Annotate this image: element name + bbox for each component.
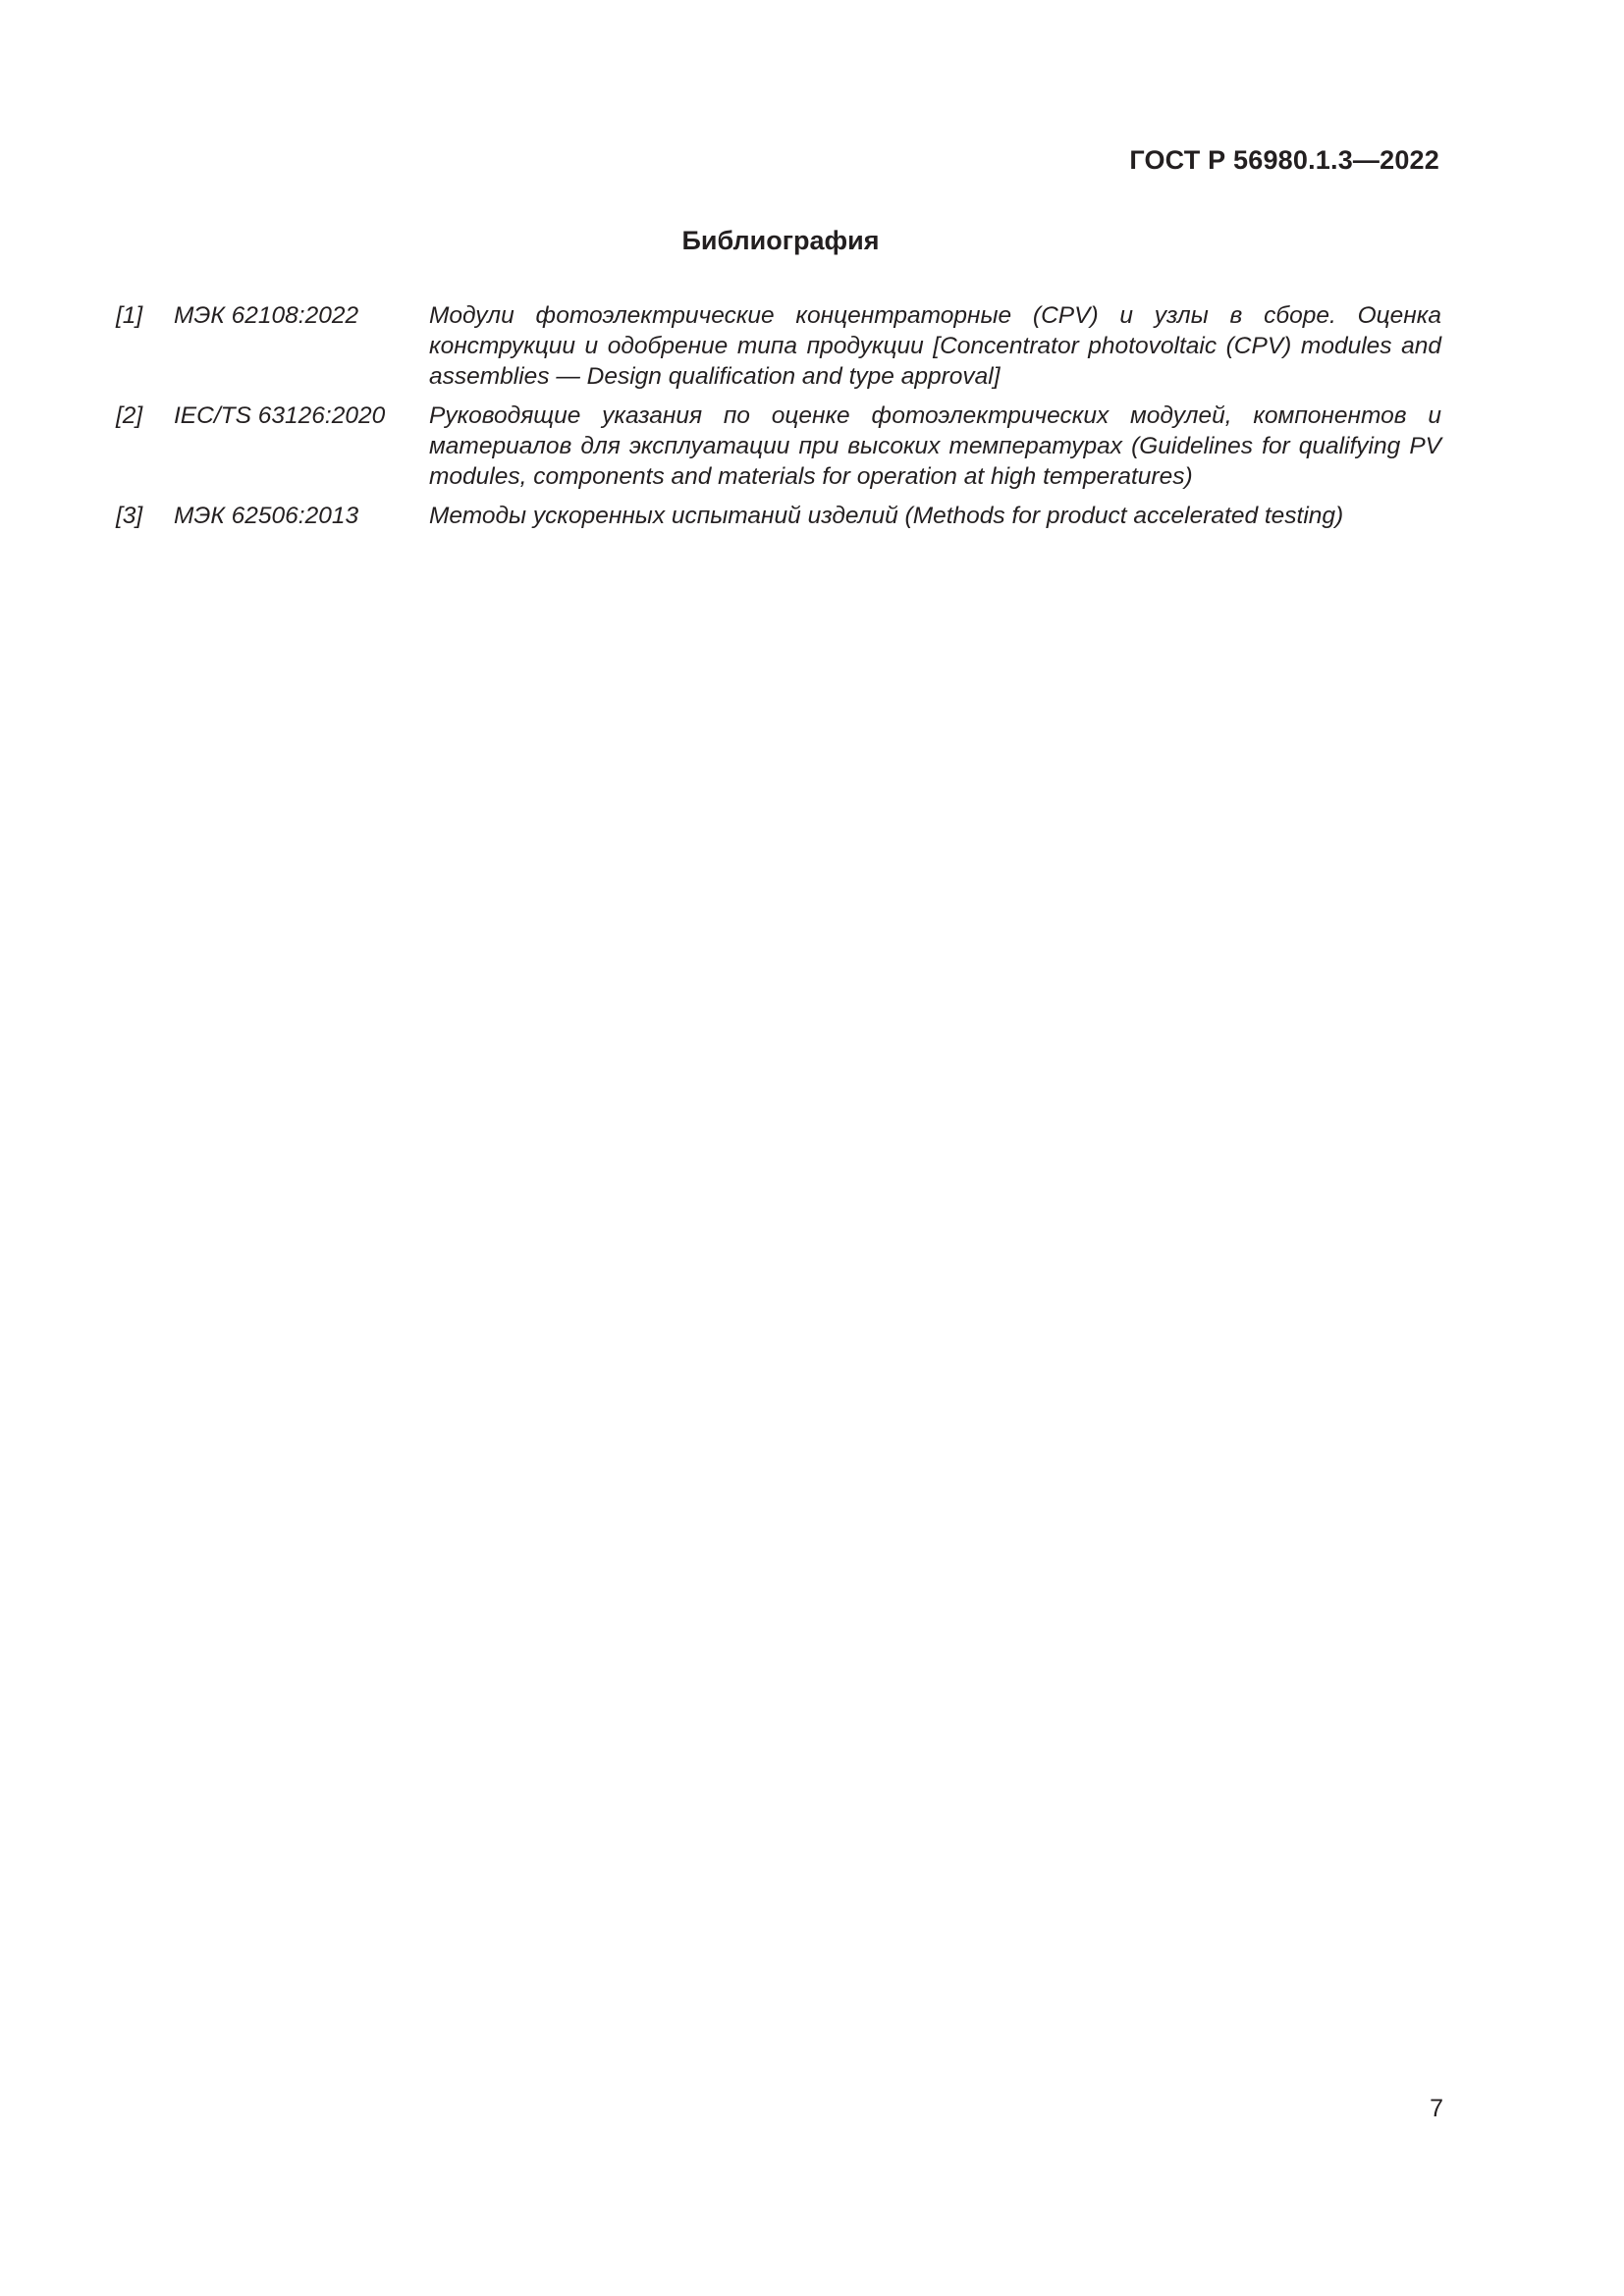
entry-code: МЭК 62506:2013 [174, 503, 359, 529]
entry-number: [1] [116, 302, 143, 329]
entry-text: Методы ускоренных испытаний изделий (Methods for product accelerated testing) [429, 503, 1344, 529]
page-number: 7 [1430, 2095, 1443, 2122]
bibliography-entry [116, 400, 1441, 492]
entry-code: МЭК 62108:2022 [174, 302, 359, 329]
section-title: Библиография [681, 226, 880, 255]
entry-text: Модули фотоэлектрические концентраторные (CPV) и узлы в сборе. Оценка конструкции и одобрение типа продукции [Concentrator photovoltaic (CPV) modules and assemblies — Design qualification and type approval] [429, 302, 1441, 390]
entry-number: [2] [116, 402, 143, 429]
entry-number: [3] [116, 503, 143, 529]
document-header: ГОСТ Р 56980.1.3—2022 [1129, 145, 1439, 175]
bibliography-list [116, 300, 1441, 540]
bibliography-entry [116, 300, 1441, 392]
bibliography-entry [116, 501, 1441, 531]
entry-text: Руководящие указания по оценке фотоэлектрических модулей, компонентов и материалов для эксплуатации при высоких температурах (Guidelines for qualifying PV modules, components and materials for operation at high temperatures) [429, 402, 1441, 490]
entry-code: IEC/TS 63126:2020 [174, 402, 386, 429]
